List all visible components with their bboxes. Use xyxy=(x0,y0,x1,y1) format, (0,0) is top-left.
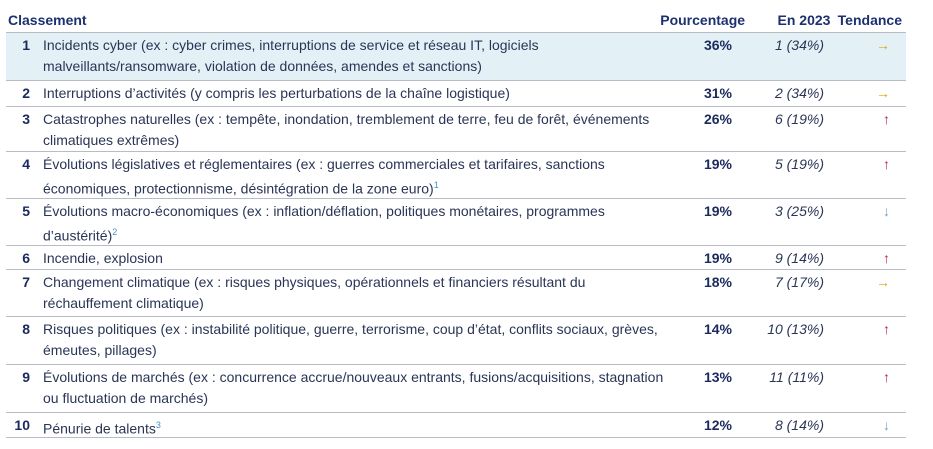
rank-number: 5 xyxy=(22,203,30,219)
rank-number: 3 xyxy=(22,111,30,127)
risk-label xyxy=(30,152,678,200)
footnote-marker[interactable]: 3 xyxy=(155,420,161,430)
rank-2023-value: 8 (14%) xyxy=(774,417,824,433)
rank-number: 1 xyxy=(22,37,30,53)
footnote-marker[interactable]: 2 xyxy=(112,227,118,237)
trend-up-icon: ↑ xyxy=(883,156,890,172)
trend-up-icon: ↑ xyxy=(883,321,890,337)
rank-2023-value: 9 (14%) xyxy=(774,250,824,266)
risk-label-text: Interruptions d’activités (y compris les perturbations de la chaîne logistique) xyxy=(43,85,510,101)
table-row xyxy=(6,81,906,107)
risk-label xyxy=(30,413,678,440)
trend-up-icon: ↑ xyxy=(883,369,890,385)
trend-down-icon: ↓ xyxy=(883,417,890,433)
table-row xyxy=(6,365,906,413)
risk-ranking-table xyxy=(6,8,906,438)
table-row xyxy=(6,317,906,365)
table-header xyxy=(6,8,906,33)
rank-2023-value: 11 (11%) xyxy=(769,369,824,385)
percentage-value: 19% xyxy=(703,156,732,172)
risk-label xyxy=(30,246,678,269)
trend-down-icon: ↓ xyxy=(883,203,890,219)
risk-label xyxy=(30,317,678,361)
header-percentage: Pourcentage xyxy=(660,12,746,28)
rank-2023-value: 2 (34%) xyxy=(774,85,824,101)
risk-label-text: Pénurie de talents xyxy=(43,420,156,437)
rank-number: 4 xyxy=(22,156,30,172)
rank-2023-value: 5 (19%) xyxy=(774,156,824,172)
rank-2023-value: 10 (13%) xyxy=(767,321,824,337)
percentage-value: 14% xyxy=(703,321,732,337)
header-rank: Classement xyxy=(8,12,87,28)
risk-label-text: Évolutions macro-économiques (ex : inflation/déflation, politiques monétaires, programmes d’austérité) xyxy=(43,203,605,244)
rank-2023-value: 3 (25%) xyxy=(774,203,824,219)
percentage-value: 13% xyxy=(703,369,732,385)
percentage-value: 19% xyxy=(703,250,732,266)
rank-number: 7 xyxy=(22,274,30,290)
trend-flat-icon: → xyxy=(876,85,890,101)
trend-up-icon: ↑ xyxy=(883,111,890,127)
trend-flat-icon: → xyxy=(876,274,890,290)
table-row xyxy=(6,107,906,152)
risk-label xyxy=(30,107,678,151)
percentage-value: 19% xyxy=(703,203,732,219)
risk-label-text: Changement climatique (ex : risques physiques, opérationnels et financiers résultant du réchauffement climatique) xyxy=(43,274,586,311)
risk-label-text: Catastrophes naturelles (ex : tempête, inondation, tremblement de terre, feu de forêt, événements climatiques extrêmes) xyxy=(43,111,650,148)
rank-2023-value: 7 (17%) xyxy=(774,274,824,290)
percentage-value: 36% xyxy=(703,37,732,53)
table-row xyxy=(6,199,906,246)
risk-label-text: Incendie, explosion xyxy=(43,250,163,266)
rank-2023-value: 6 (19%) xyxy=(774,111,824,127)
rank-2023-value: 1 (34%) xyxy=(774,37,824,53)
trend-flat-icon: → xyxy=(876,37,890,53)
rank-number: 10 xyxy=(14,417,30,433)
percentage-value: 12% xyxy=(703,417,732,433)
rank-number: 9 xyxy=(22,369,30,385)
rank-number: 2 xyxy=(22,85,30,101)
footnote-marker[interactable]: 1 xyxy=(433,180,439,190)
risk-label xyxy=(30,270,678,314)
header-trend: Tendance xyxy=(837,12,902,28)
table-body xyxy=(6,33,906,438)
risk-label-text: Risques politiques (ex : instabilité politique, guerre, terrorisme, coup d’état, conflits sociaux, grèves, émeutes, pillages) xyxy=(43,321,658,358)
table-row xyxy=(6,152,906,199)
table-row xyxy=(6,270,906,317)
risk-label xyxy=(30,33,678,77)
trend-up-icon: ↑ xyxy=(883,250,890,266)
percentage-value: 26% xyxy=(703,111,732,127)
header-2023: En 2023 xyxy=(777,12,831,28)
table-row xyxy=(6,413,906,438)
percentage-value: 31% xyxy=(703,85,732,101)
percentage-value: 18% xyxy=(703,274,732,290)
risk-label-text: Évolutions de marchés (ex : concurrence accrue/nouveaux entrants, fusions/acquisitions, stagnation ou fluctuation de marchés) xyxy=(43,369,664,406)
risk-label xyxy=(30,365,678,409)
risk-label xyxy=(30,199,678,247)
rank-number: 8 xyxy=(22,321,30,337)
risk-label-text: Incidents cyber (ex : cyber crimes, interruptions de service et réseau IT, logiciels malveillants/ransomware, violation de données, amendes et sanctions) xyxy=(43,37,539,74)
table-row xyxy=(6,33,906,81)
risk-label xyxy=(30,81,678,104)
table-row xyxy=(6,246,906,270)
risk-label-text: Évolutions législatives et réglementaires (ex : guerres commerciales et tarifaires, sanctions économiques, protectionnisme, désintégration de la zone euro) xyxy=(43,156,605,197)
rank-number: 6 xyxy=(22,250,30,266)
